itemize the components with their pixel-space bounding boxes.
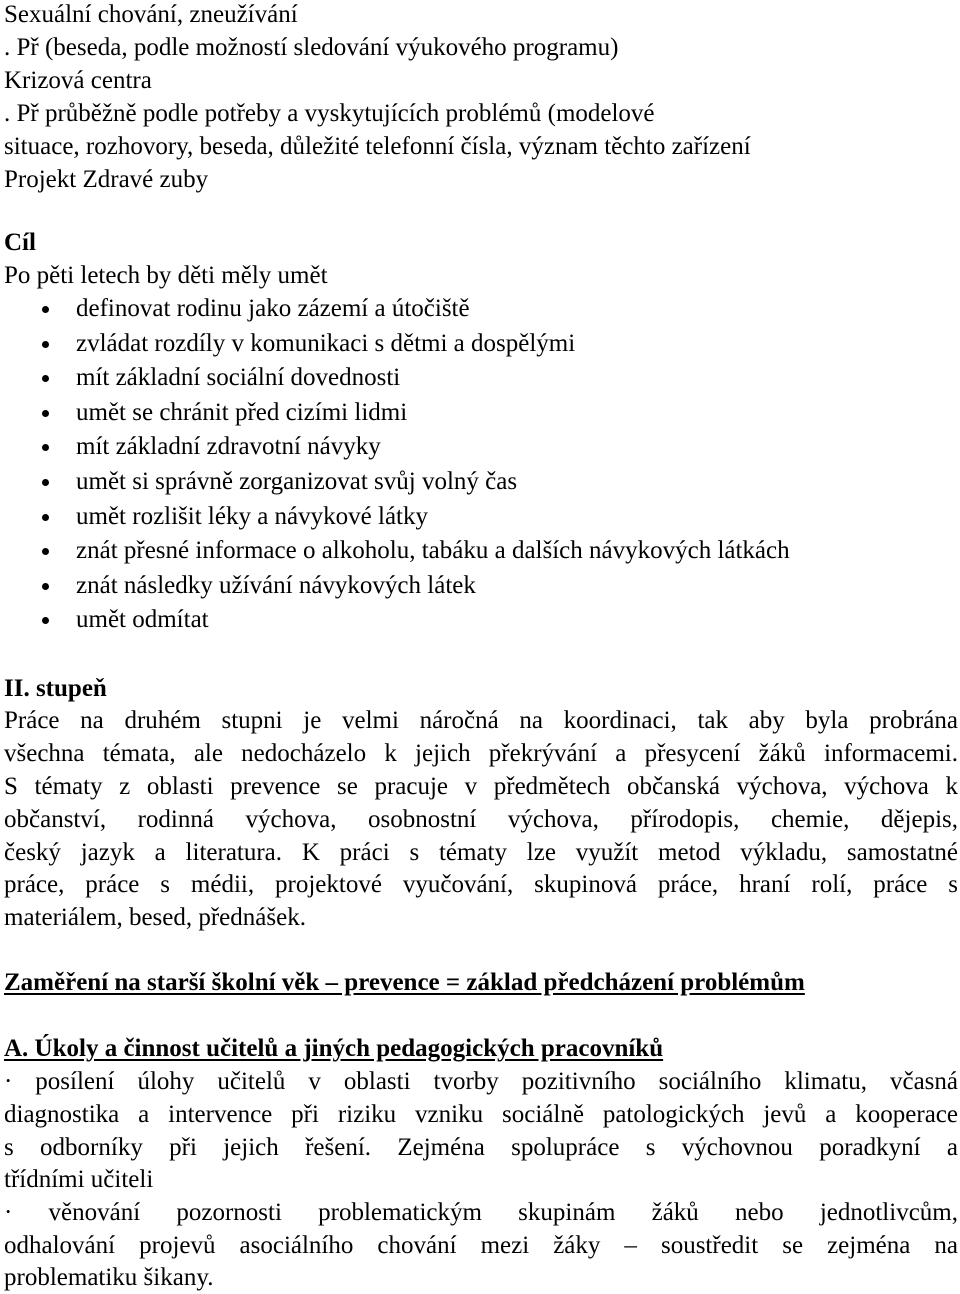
stage2-line: materiálem, besed, přednášek. (4, 904, 306, 931)
stage2-line: český jazyk a literatura. K práci s tématy lze využít metod výkladu, samostatné (4, 839, 958, 866)
list-item: mít základní zdravotní návyky (0, 430, 790, 465)
stage2-line: občanství, rodinná výchova, osobnostní výchova, přírodopis, chemie, dějepis, (4, 806, 958, 833)
intro-line: Krizová centra (4, 67, 152, 94)
bullet-icon (42, 548, 49, 555)
goal-lead: Po pěti letech by děti měly umět (4, 262, 328, 289)
stage2-line: Práce na druhém stupni je velmi náročná na koordinaci, tak aby byla probrána (4, 707, 958, 734)
intro-line: . Př průběžně podle potřeby a vyskytujících problémů (modelové (4, 100, 655, 127)
bullet-icon (42, 617, 49, 624)
stage2-line: S tématy z oblasti prevence se pracuje v předmětech občanská výchova, výchova k (4, 773, 958, 800)
goal-heading: Cíl (4, 229, 36, 256)
section-a-line: problematiku šikany. (4, 1264, 214, 1291)
intro-line: Sexuální chování, zneužívání (4, 1, 298, 28)
list-item: umět si správně zorganizovat svůj volný čas (0, 465, 790, 500)
bullet-icon (42, 375, 49, 382)
section-a-line: s odborníky při jejich řešení. Zejména spolupráce s výchovnou poradkyní a (4, 1134, 958, 1161)
list-item: znát následky užívání návykových látek (0, 569, 790, 604)
bullet-icon (42, 583, 49, 590)
section-a-line: · posílení úlohy učitelů v oblasti tvorby pozitivního sociálního klimatu, včasná (4, 1068, 958, 1095)
section-a-line: třídními učiteli (4, 1166, 154, 1193)
section-a-line: odhalování projevů asociálního chování mezi žáky – soustředit se zejména na (4, 1232, 958, 1259)
bullet-icon (42, 479, 49, 486)
intro-line: situace, rozhovory, beseda, důležité telefonní čísla, význam těchto zařízení (4, 133, 751, 160)
list-item: umět rozlišit léky a návykové látky (0, 500, 790, 535)
list-item: mít základní sociální dovednosti (0, 361, 790, 396)
list-item: znát přesné informace o alkoholu, tabáku a dalších návykových látkách (0, 534, 790, 569)
bullet-icon (42, 306, 49, 313)
bullet-icon (42, 444, 49, 451)
stage2-line: práce, práce s médii, projektové vyučování, skupinová práce, hraní rolí, práce s (4, 871, 958, 898)
bullet-icon (42, 514, 49, 521)
intro-line: Projekt Zdravé zuby (4, 166, 209, 193)
section-a-line: · věnování pozornosti problematickým skupinám žáků nebo jednotlivcům, (4, 1199, 958, 1226)
bullet-icon (42, 410, 49, 417)
section-a-line: diagnostika a intervence při riziku vzniku sociálně patologických jevů a kooperace (4, 1101, 958, 1128)
list-item: definovat rodinu jako zázemí a útočiště (0, 292, 790, 327)
list-item: umět se chránit před cizími lidmi (0, 396, 790, 431)
stage2-heading: II. stupeň (4, 675, 107, 702)
focus-heading: Zaměření na starší školní věk – prevence = základ předcházení problémům (4, 969, 805, 996)
goal-list (0, 292, 790, 638)
section-a-heading: A. Úkoly a činnost učitelů a jiných pedagogických pracovníků (4, 1035, 664, 1062)
list-item: zvládat rozdíly v komunikaci s dětmi a dospělými (0, 327, 790, 362)
intro-line: . Př (beseda, podle možností sledování výukového programu) (4, 34, 619, 61)
stage2-line: všechna témata, ale nedocházelo k jejich překrývání a přesycení žáků informacemi. (4, 740, 958, 767)
bullet-icon (42, 341, 49, 348)
list-item: umět odmítat (0, 603, 790, 638)
